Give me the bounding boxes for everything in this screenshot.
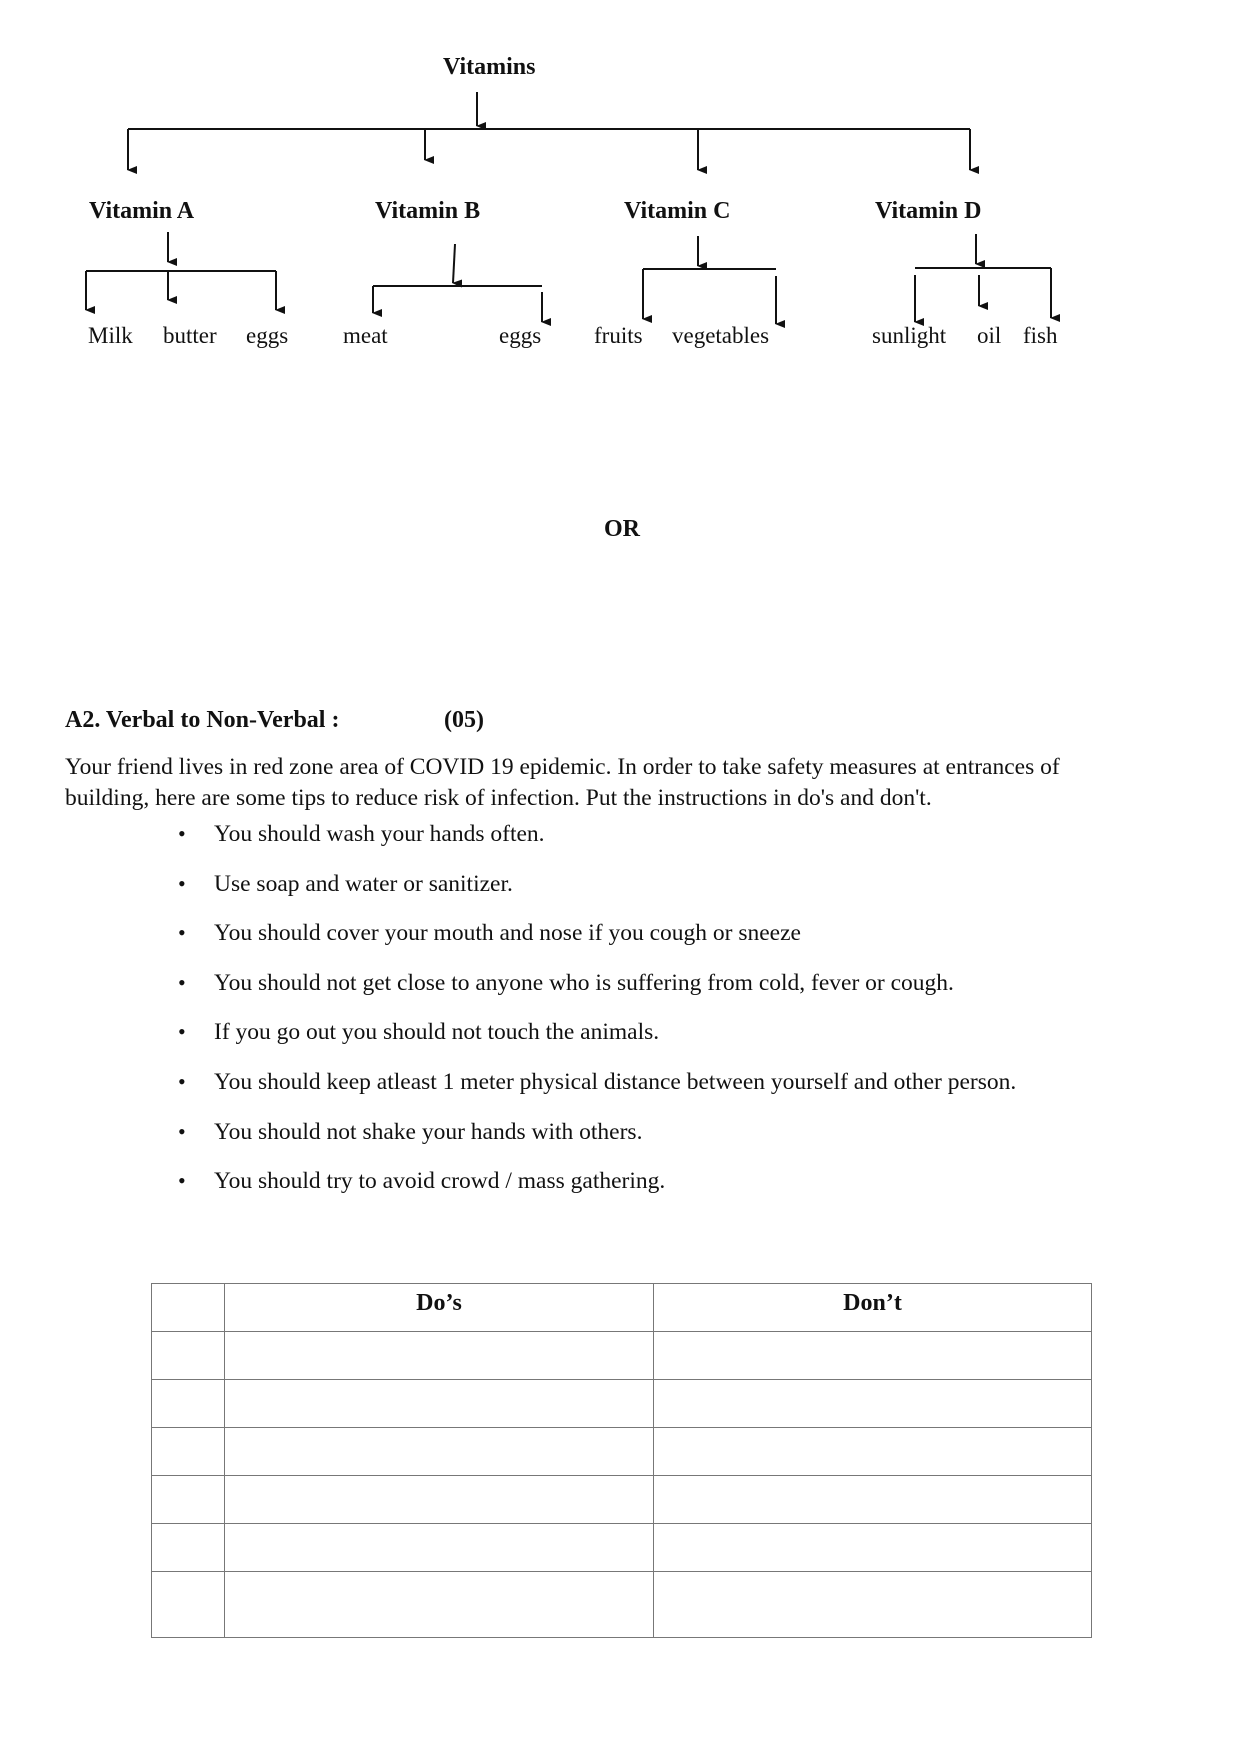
table-row xyxy=(152,1380,1092,1428)
source-item: oil xyxy=(977,323,1002,348)
source-item: Milk xyxy=(88,323,133,348)
donts-cell[interactable] xyxy=(654,1380,1092,1428)
source-item: eggs xyxy=(246,323,289,348)
tips-list xyxy=(178,820,1016,1217)
number-cell xyxy=(152,1476,225,1524)
donts-cell[interactable] xyxy=(654,1524,1092,1572)
list-item: • If you go out you should not touch the animals. xyxy=(178,1018,1016,1068)
donts-cell[interactable] xyxy=(654,1428,1092,1476)
vitamins-diagram xyxy=(0,0,1242,360)
vitamin-b-label: Vitamin B xyxy=(375,198,481,224)
donts-cell[interactable] xyxy=(654,1476,1092,1524)
dos-cell[interactable] xyxy=(225,1572,654,1638)
section-title: A2. Verbal to Non-Verbal : xyxy=(65,707,340,733)
list-item: • You should keep atleast 1 meter physical distance between yourself and other person. xyxy=(178,1068,1016,1118)
list-item: • Use soap and water or sanitizer. xyxy=(178,870,1016,920)
donts-cell[interactable] xyxy=(654,1572,1092,1638)
or-separator: OR xyxy=(604,516,640,542)
list-item: • You should cover your mouth and nose if you cough or sneeze xyxy=(178,919,1016,969)
number-cell xyxy=(152,1572,225,1638)
donts-header: Don’t xyxy=(654,1284,1092,1332)
dos-cell[interactable] xyxy=(225,1332,654,1380)
source-item: butter xyxy=(163,323,217,348)
list-item: • You should not get close to anyone who is suffering from cold, fever or cough. xyxy=(178,969,1016,1019)
intro-line-2: building, here are some tips to reduce risk of infection. Put the instructions in do's and don't. xyxy=(65,785,932,811)
number-cell xyxy=(152,1380,225,1428)
list-item: • You should wash your hands often. xyxy=(178,820,1016,870)
table-header-row xyxy=(152,1284,1092,1332)
vitamin-d-label: Vitamin D xyxy=(875,198,982,224)
dos-header: Do’s xyxy=(225,1284,654,1332)
table-row xyxy=(152,1332,1092,1380)
list-item: • You should try to avoid crowd / mass gathering. xyxy=(178,1167,1016,1217)
list-item: • You should not shake your hands with others. xyxy=(178,1118,1016,1168)
diagram-root-label: Vitamins xyxy=(443,54,536,80)
dos-cell[interactable] xyxy=(225,1428,654,1476)
dos-donts-table xyxy=(151,1283,1092,1638)
dos-cell[interactable] xyxy=(225,1524,654,1572)
dos-cell[interactable] xyxy=(225,1380,654,1428)
table-row xyxy=(152,1572,1092,1638)
table-row xyxy=(152,1476,1092,1524)
number-cell xyxy=(152,1524,225,1572)
vitamin-b-arrow xyxy=(453,244,455,283)
number-cell xyxy=(152,1332,225,1380)
intro-line-1: Your friend lives in red zone area of COVID 19 epidemic. In order to take safety measures at entrances of xyxy=(65,754,1060,780)
dos-cell[interactable] xyxy=(225,1476,654,1524)
source-item: meat xyxy=(343,323,388,348)
table-row xyxy=(152,1428,1092,1476)
vitamin-c-label: Vitamin C xyxy=(624,198,731,224)
source-item: vegetables xyxy=(672,323,770,348)
number-cell xyxy=(152,1428,225,1476)
source-item: sunlight xyxy=(872,323,947,348)
table-row xyxy=(152,1524,1092,1572)
section-marks: (05) xyxy=(444,707,484,733)
donts-cell[interactable] xyxy=(654,1332,1092,1380)
vitamin-a-label: Vitamin A xyxy=(89,198,195,224)
source-item: eggs xyxy=(499,323,542,348)
source-item: fruits xyxy=(594,323,643,348)
diagram-connectors xyxy=(0,0,1242,360)
header-blank-cell xyxy=(152,1284,225,1332)
source-item: fish xyxy=(1023,323,1058,348)
